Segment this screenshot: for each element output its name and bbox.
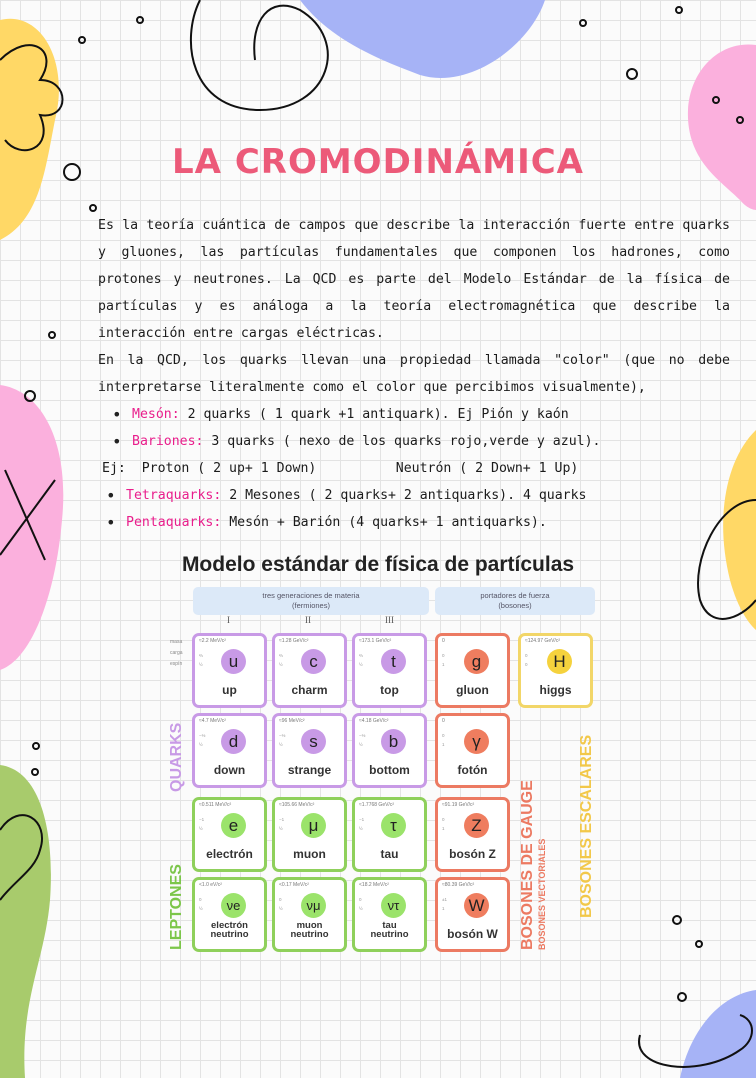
figure-title: Modelo estándar de física de partículas bbox=[181, 553, 575, 576]
hadron-list bbox=[98, 401, 730, 455]
particle-name: strange bbox=[287, 763, 332, 777]
particle-card-strange: ≈96 MeV/c² −⅓ ½ s strange bbox=[272, 713, 347, 788]
list-item: • Pentaquarks: Mesón + Barión (4 quarks+ 1 antiquarks). bbox=[126, 509, 730, 536]
green-blob-left bbox=[0, 765, 51, 1078]
particle-symbol: νe bbox=[221, 893, 246, 918]
particle-card-foton: 0 0 1 γ fotón bbox=[435, 713, 510, 788]
list-item: • Mesón: 2 quarks ( 1 quark +1 antiquark). Ej Pión y kaón bbox=[132, 401, 730, 428]
particle-card-charm: ≈1.28 GeV/c² ⅔ ½ c charm bbox=[272, 633, 347, 708]
particle-name: electrón neutrino bbox=[210, 920, 249, 940]
particle-name: tau neutrino bbox=[370, 920, 409, 940]
list-item: • Tetraquarks: 2 Mesones ( 2 quarks+ 2 antiquarks). 4 quarks bbox=[126, 482, 730, 509]
particle-card-muon-neutrino: <0.17 MeV/c² 0 ½ νμ muon neutrino bbox=[272, 877, 347, 952]
particle-name: charm bbox=[291, 683, 328, 697]
particle-symbol: Z bbox=[464, 813, 489, 838]
particle-name: electrón bbox=[206, 847, 253, 861]
particle-card-electron-neutrino: <1.0 eV/c² 0 ½ νe electrón neutrino bbox=[192, 877, 267, 952]
row-label-charge: carga bbox=[170, 650, 183, 656]
generation-label: I bbox=[227, 615, 230, 625]
boson-header: portadores de fuerza (bosones) bbox=[435, 587, 595, 615]
particle-name: top bbox=[380, 683, 399, 697]
particle-symbol: g bbox=[464, 649, 489, 674]
particle-name: bosón Z bbox=[449, 847, 496, 861]
particle-symbol: d bbox=[221, 729, 246, 754]
particle-name: down bbox=[213, 763, 246, 777]
particle-name: muon neutrino bbox=[290, 920, 329, 940]
particle-symbol: u bbox=[221, 649, 246, 674]
particle-symbol: e bbox=[221, 813, 246, 838]
particle-name: tau bbox=[380, 847, 399, 861]
body-text bbox=[98, 212, 730, 536]
particle-name: bosón W bbox=[447, 927, 498, 941]
generation-label: III bbox=[385, 615, 394, 625]
particle-symbol: γ bbox=[464, 729, 489, 754]
loop-doodle-top bbox=[191, 0, 328, 110]
particle-card-tau-neutrino: <18.2 MeV/c² 0 ½ ντ tau neutrino bbox=[352, 877, 427, 952]
particle-card-bottom: ≈4.18 GeV/c² −⅓ ½ b bottom bbox=[352, 713, 427, 788]
particle-name: higgs bbox=[539, 683, 572, 697]
particle-card-top: ≈173.1 GeV/c² ⅔ ½ t top bbox=[352, 633, 427, 708]
vector-bosons-label: BOSONES VECTORIALES bbox=[537, 838, 547, 950]
particle-name: up bbox=[222, 683, 237, 697]
gauge-bosons-label: BOSONES DE GAUGE bbox=[519, 780, 536, 950]
particle-card-down: ≈4.7 MeV/c² −⅓ ½ d down bbox=[192, 713, 267, 788]
particle-symbol: c bbox=[301, 649, 326, 674]
paragraph-color: En la QCD, los quarks llevan una propiedad llamada "color" (que no debe interpretarse literalmente como el color que percibimos visualmente), bbox=[98, 353, 730, 395]
particle-symbol: τ bbox=[381, 813, 406, 838]
paragraph-intro: Es la teoría cuántica de campos que describe la interacción fuerte entre quarks y gluones, las partículas fundamentales que componen los hadrones, como protones y neutrones. La QCD es parte del Modelo Estándar de la física de partículas y es análoga a la teoría electromagnética que describe la interacción entre cargas eléctricas. bbox=[98, 218, 730, 341]
particle-symbol: H bbox=[547, 649, 572, 674]
particle-card-tau: ≈1.7768 GeV/c² −1 ½ τ tau bbox=[352, 797, 427, 872]
blue-blob-bottom-right bbox=[680, 990, 756, 1078]
list-item: • Bariones: 3 quarks ( nexo de los quarks rojo,verde y azul). bbox=[132, 428, 730, 455]
blue-blob-top bbox=[300, 0, 545, 78]
particle-symbol: W bbox=[464, 893, 489, 918]
particle-card-electron: ≈0.511 MeV/c² −1 ½ e electrón bbox=[192, 797, 267, 872]
pink-blob-top-right bbox=[688, 44, 756, 210]
particle-symbol: b bbox=[381, 729, 406, 754]
particle-symbol: μ bbox=[301, 813, 326, 838]
row-label-spin: espín bbox=[170, 661, 183, 667]
particle-card-boson-z: ≈91.19 GeV/c² 0 1 Z bosón Z bbox=[435, 797, 510, 872]
row-label-mass: masa bbox=[170, 639, 183, 645]
particle-symbol: ντ bbox=[381, 893, 406, 918]
page-title: LA CROMODINÁMICA bbox=[172, 142, 584, 182]
exotic-list bbox=[98, 482, 730, 536]
particle-name: gluon bbox=[456, 683, 489, 697]
example-line: Ej: Proton ( 2 up+ 1 Down) Neutrón ( 2 Down+ 1 Up) bbox=[102, 461, 579, 476]
particle-symbol: νμ bbox=[301, 893, 326, 918]
particle-card-higgs: ≈124.97 GeV/c² 0 0 H higgs bbox=[518, 633, 593, 708]
particle-name: bottom bbox=[369, 763, 410, 777]
generation-label: II bbox=[305, 615, 311, 625]
leptons-label: LEPTONES bbox=[168, 864, 185, 950]
particle-card-boson-w: ≈80.39 GeV/c² ±1 1 W bosón W bbox=[435, 877, 510, 952]
fermion-header: tres generaciones de materia (fermiones) bbox=[193, 587, 429, 615]
particle-symbol: t bbox=[381, 649, 406, 674]
particle-card-gluon: 0 0 1 g gluon bbox=[435, 633, 510, 708]
particle-name: muon bbox=[293, 847, 326, 861]
particle-name: fotón bbox=[457, 763, 488, 777]
quarks-label: QUARKS bbox=[168, 722, 185, 792]
particle-card-muon: ≈105.66 MeV/c² −1 ½ μ muon bbox=[272, 797, 347, 872]
particle-card-up: ≈2.2 MeV/c² ⅔ ½ u up bbox=[192, 633, 267, 708]
particle-symbol: s bbox=[301, 729, 326, 754]
scalar-bosons-label: BOSONES ESCALARES bbox=[578, 734, 595, 918]
